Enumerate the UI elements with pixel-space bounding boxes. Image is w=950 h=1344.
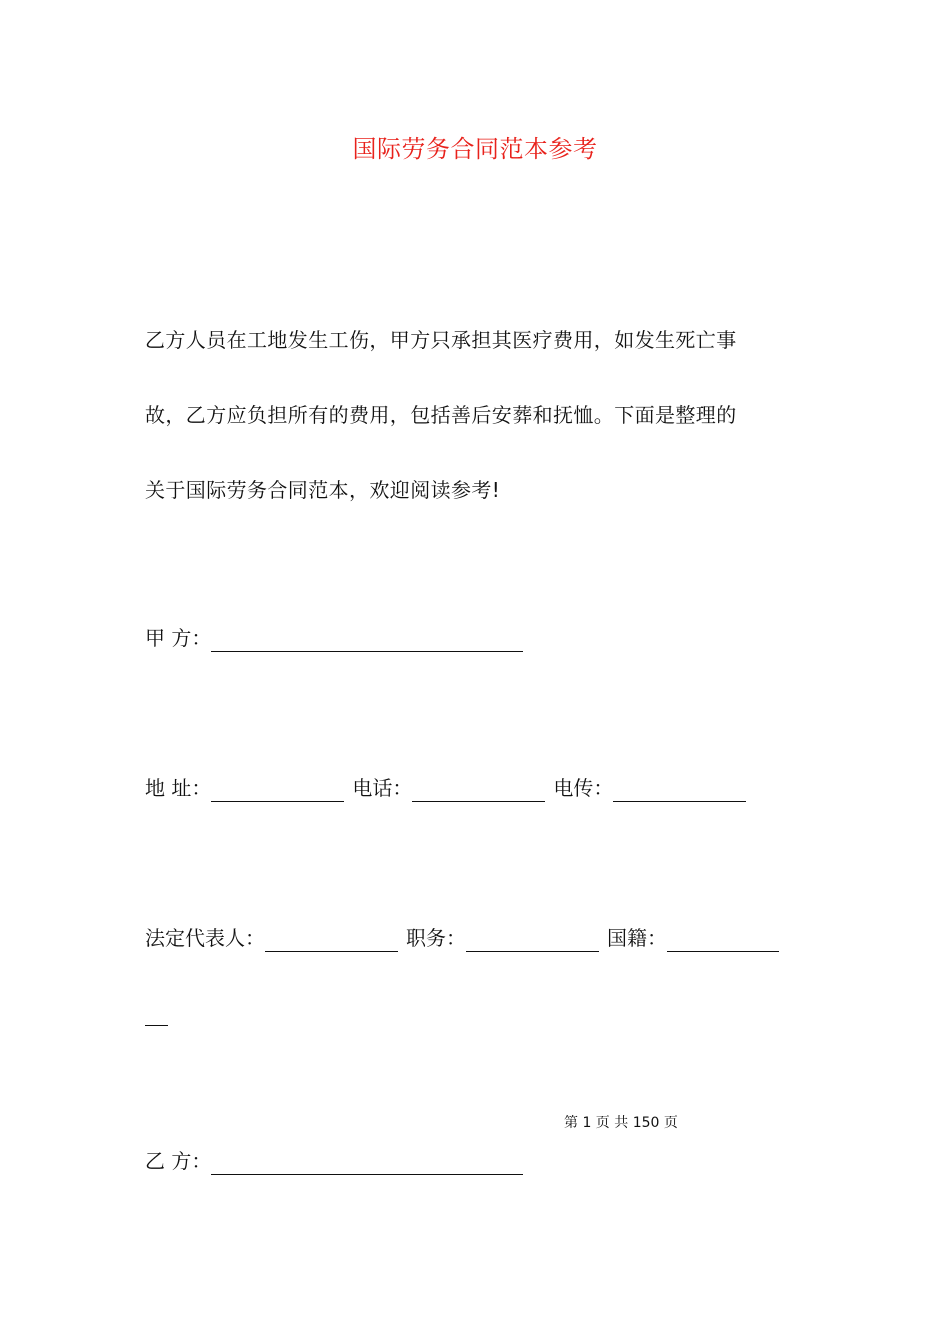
contact-row xyxy=(145,774,754,802)
intro-line-3: 关于国际劳务合同范本，欢迎阅读参考! xyxy=(145,478,501,502)
representative-blank[interactable] xyxy=(265,929,398,952)
position-label: 职务： xyxy=(406,926,466,950)
nationality-label: 国籍： xyxy=(607,926,667,950)
page-indicator: 第 1 页 共 150 页 xyxy=(564,1115,678,1131)
fax-blank[interactable] xyxy=(613,779,746,802)
intro-line-1: 乙方人员在工地发生工伤，甲方只承担其医疗费用，如发生死亡事 xyxy=(145,328,737,352)
party-b-row xyxy=(145,1147,531,1175)
phone-label: 电话： xyxy=(352,776,413,800)
party-a-label: 甲 方： xyxy=(145,626,212,650)
phone-blank[interactable] xyxy=(412,779,545,802)
fax-label: 电传： xyxy=(553,776,614,800)
party-a-blank[interactable] xyxy=(211,629,523,652)
address-blank[interactable] xyxy=(211,779,344,802)
position-blank[interactable] xyxy=(466,929,599,952)
intro-line-2: 故，乙方应负担所有的费用，包括善后安葬和抚恤。下面是整理的 xyxy=(145,403,737,427)
nationality-blank[interactable] xyxy=(667,929,779,952)
document-title: 国际劳务合同范本参考 xyxy=(352,135,598,163)
representative-row xyxy=(145,924,779,952)
party-b-label: 乙 方： xyxy=(145,1149,212,1173)
party-a-row xyxy=(145,624,531,652)
party-b-blank[interactable] xyxy=(211,1152,523,1175)
address-label: 地 址： xyxy=(145,776,212,800)
nationality-blank-continued[interactable] xyxy=(145,1003,168,1026)
representative-label: 法定代表人： xyxy=(145,926,265,950)
